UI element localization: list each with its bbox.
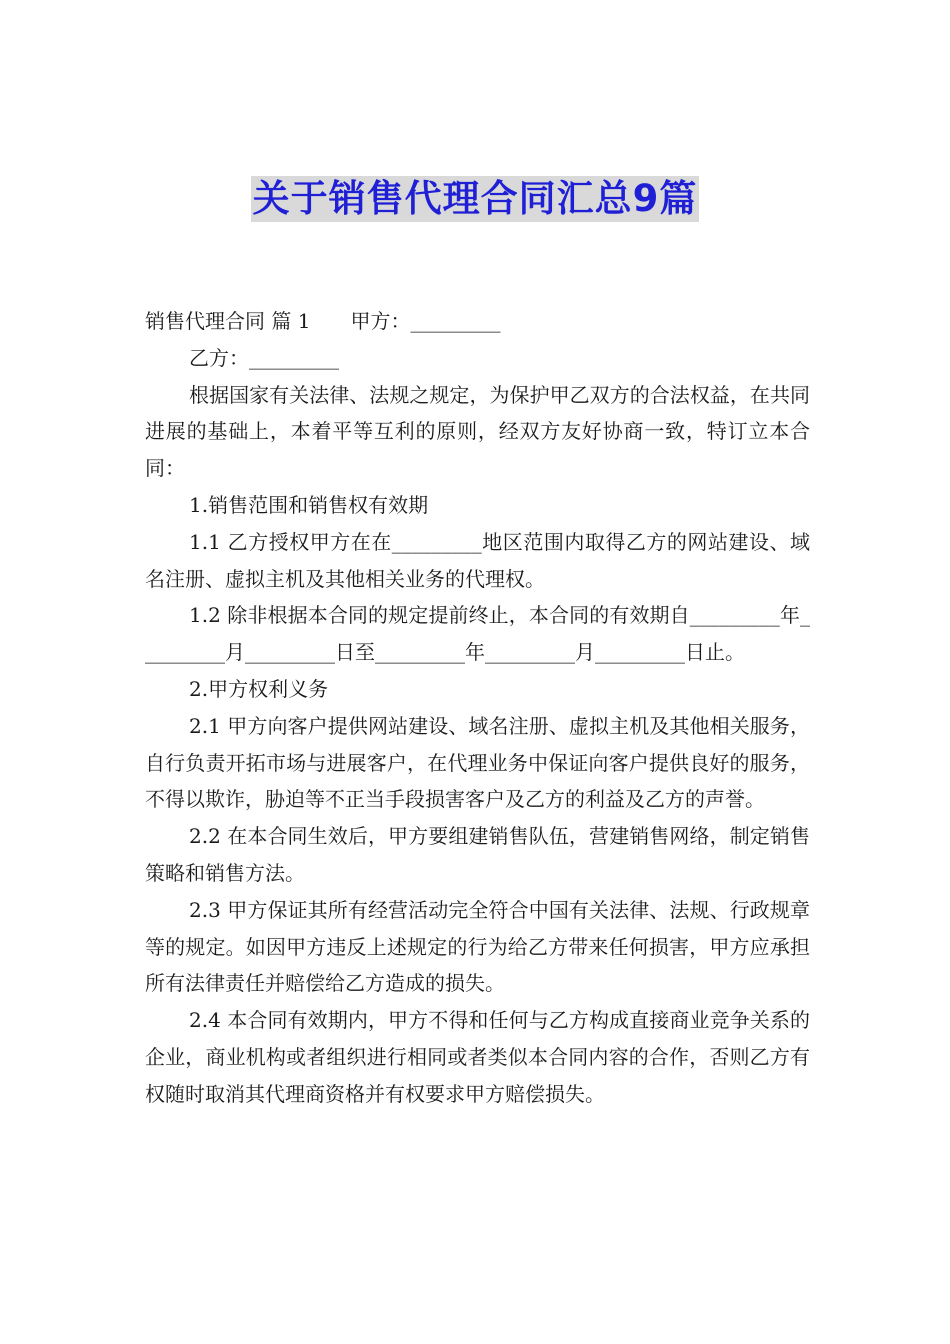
section-heading-1: 1.销售范围和销售权有效期	[189, 492, 429, 517]
paragraph-preamble: 根据国家有关法律、法规之规定，为保护甲乙双方的合法权益，在共同进展的基础上，本着平等互利的原则，经双方友好协商一致，特订立本合同：	[145, 382, 810, 481]
clause-2-3: 2.3 甲方保证其所有经营活动完全符合中国有关法律、法规、行政规章等的规定。如因甲方违反上述规定的行为给乙方带来任何损害，甲方应承担所有法律责任并赔偿给乙方造成的损失。	[145, 897, 810, 996]
document-title: 关于销售代理合同汇总9篇	[252, 177, 698, 220]
clause-2-2: 2.2 在本合同生效后，甲方要组建销售队伍，营建销售网络，制定销售策略和销售方法。	[145, 824, 810, 885]
contract-heading-line	[145, 303, 810, 340]
clause-1-1: 1.1 乙方授权甲方在在_________地区范围内取得乙方的网站建设、域名注册、虚拟主机及其他相关业务的代理权。	[145, 529, 810, 591]
party-a-field: 甲方：_________	[350, 309, 501, 333]
title-container	[0, 176, 950, 222]
clause-2-1: 2.1 甲方向客户提供网站建设、域名注册、虚拟主机及其他相关服务，自行负责开拓市场与进展客户，在代理业务中保证向客户提供良好的服务，不得以欺诈，胁迫等不正当手段损害客户及乙方的利益及乙方的声誉。	[145, 713, 810, 812]
clause-2-4: 2.4 本合同有效期内，甲方不得和任何与乙方构成直接商业竞争关系的企业，商业机构或者组织进行相同或者类似本合同内容的合作，否则乙方有权随时取消其代理商资格并有权要求甲方赔偿损失。	[145, 1008, 810, 1106]
clause-1-2: 1.2 除非根据本合同的规定提前终止，本合同的有效期自_________年_________月_________日至_________年_________月_________日止。	[145, 603, 810, 665]
document-body	[145, 303, 810, 1113]
contract-number: 销售代理合同 篇 1	[145, 309, 311, 333]
party-b-field: 乙方：_________	[189, 345, 339, 370]
section-heading-2: 2.甲方权利义务	[189, 676, 329, 701]
